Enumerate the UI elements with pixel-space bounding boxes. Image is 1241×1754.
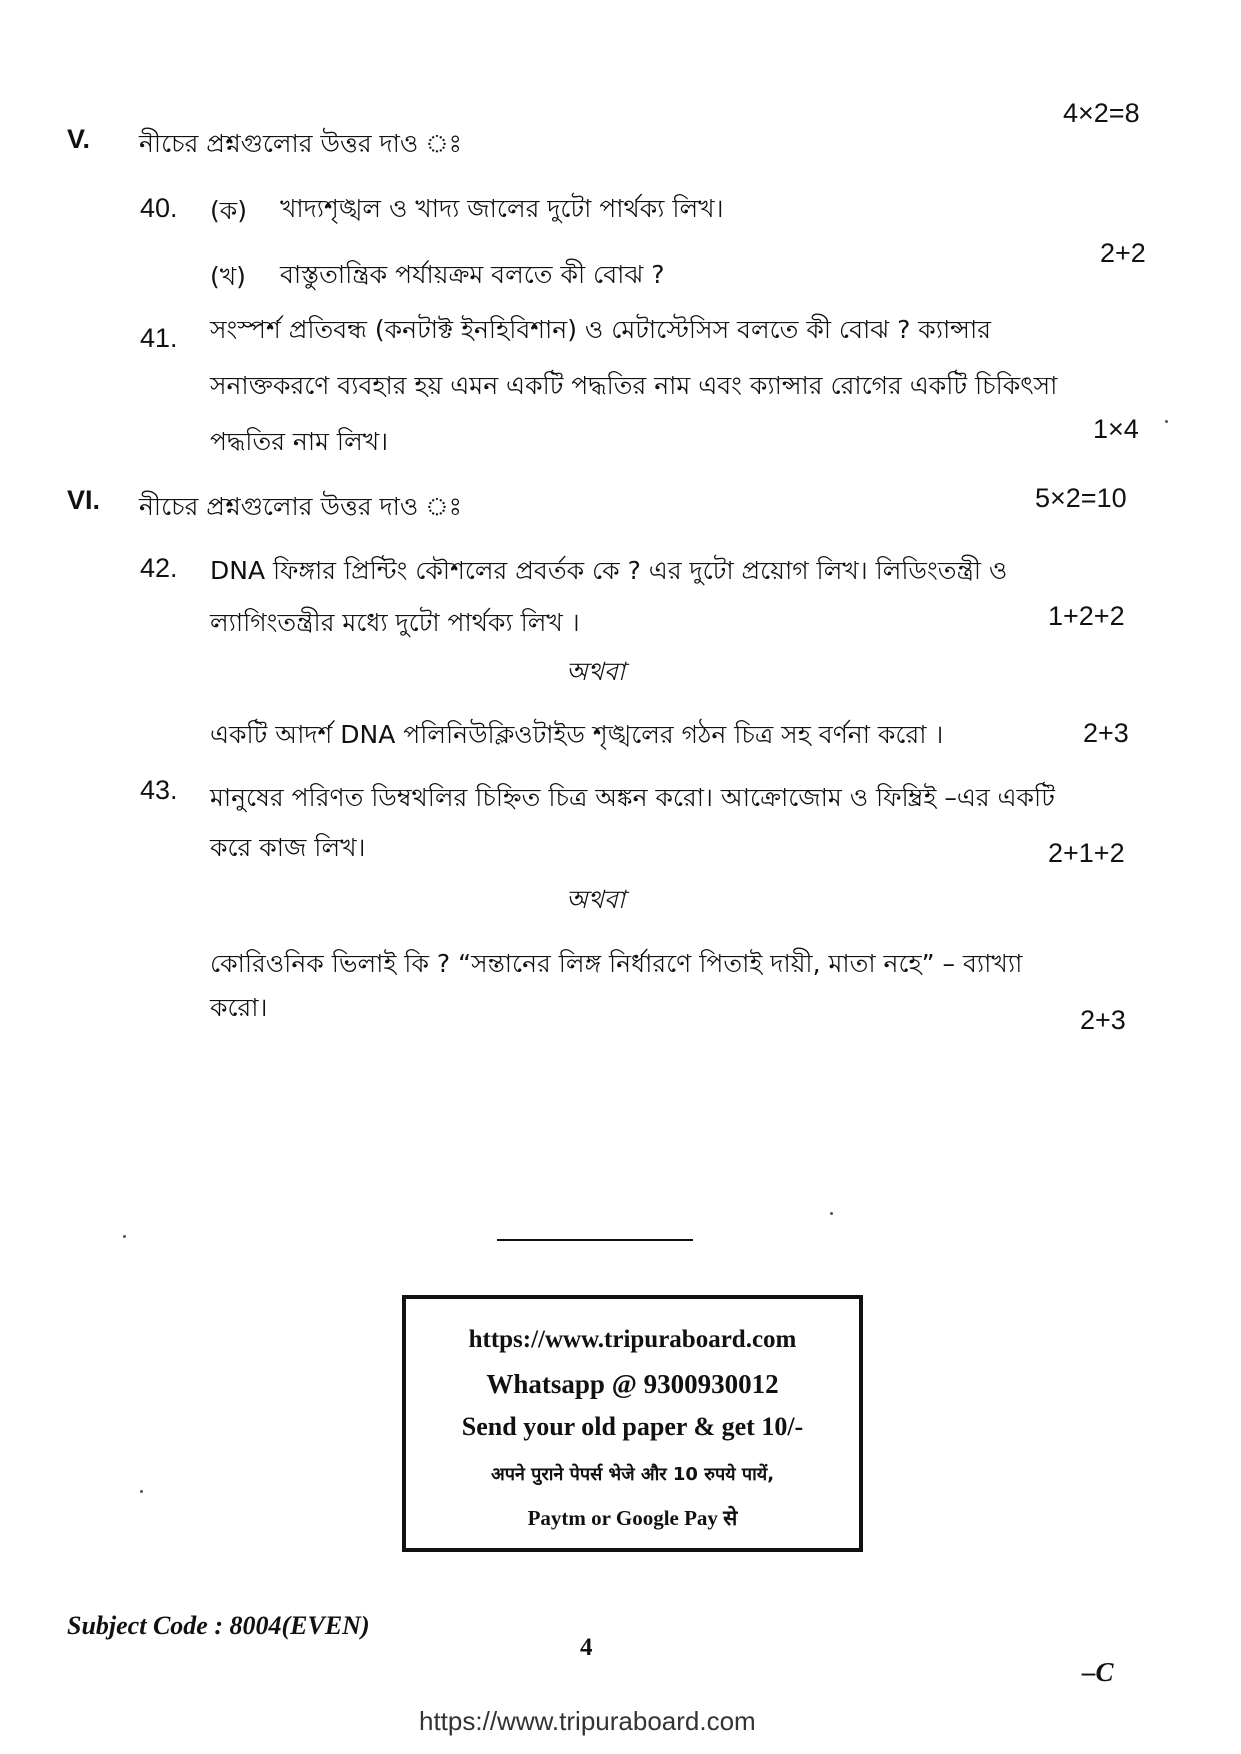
question-42-line-1: DNA ফিঙ্গার প্রিন্টিং কৌশলের প্রবর্তক কে ? এর দুটো প্রয়োগ লিখ। লিডিংতন্ত্রী ও bbox=[210, 556, 1008, 585]
promo-url[interactable]: https://www.tripuraboard.com bbox=[468, 1326, 797, 1353]
page-number: 4 bbox=[580, 1634, 593, 1661]
question-42-or-label: অথবা bbox=[566, 657, 626, 686]
section-label-v: V. bbox=[67, 124, 91, 154]
question-number-40: 40. bbox=[140, 193, 178, 223]
question-41-line-1: সংস্পর্শ প্রতিবন্ধ (কনটাক্ট ইনহিবিশান) ও মেটাস্টেসিস বলতে কী বোঝ ? ক্যান্সার bbox=[210, 315, 991, 344]
scan-speck bbox=[830, 1212, 833, 1215]
question-43-alt-line-1: কোরিওনিক ভিলাই কি ? “সন্তানের লিঙ্গ নির্ধারণে পিতাই দায়ী, মাতা নহে” – ব্যাখ্যা bbox=[210, 949, 1023, 978]
question-42-alt-line-1: একটি আদর্শ DNA পলিনিউক্লিওটাইড শৃঙ্খলের গঠন চিত্র সহ বর্ণনা করো । bbox=[210, 720, 944, 749]
scan-speck bbox=[140, 1490, 143, 1493]
question-43-or-label: অথবা bbox=[566, 885, 626, 914]
question-41-line-2: সনাক্তকরণে ব্যবহার হয় এমন একটি পদ্ধতির নাম এবং ক্যান্সার রোগের একটি চিকিৎসা bbox=[210, 371, 1058, 400]
footer-url[interactable]: https://www.tripuraboard.com bbox=[419, 1706, 756, 1736]
subject-code: Subject Code : 8004(EVEN) bbox=[67, 1611, 370, 1640]
question-number-42: 42. bbox=[140, 553, 178, 583]
scan-speck bbox=[1165, 420, 1168, 423]
scan-speck bbox=[123, 1235, 126, 1238]
section-instruction-vi: নীচের প্রশ্নগুলোর উত্তর দাও ঃ bbox=[139, 492, 462, 521]
question-number-41: 41. bbox=[140, 323, 178, 353]
section-instruction-v: নীচের প্রশ্নগুলোর উত্তর দাও ঃ bbox=[139, 129, 462, 158]
question-40-part-b-label: (খ) bbox=[210, 262, 246, 291]
promo-offer: Send your old paper & get 10/- bbox=[461, 1412, 804, 1441]
question-42-marks: 1+2+2 bbox=[1048, 601, 1125, 631]
question-number-43: 43. bbox=[140, 775, 178, 805]
section-marks-v: 4×2=8 bbox=[1063, 98, 1140, 128]
promo-hindi: अपने पुराने पेपर्स भेजे और 10 रुपये पायें, bbox=[490, 1464, 775, 1485]
promo-whatsapp: Whatsapp @ 9300930012 bbox=[486, 1369, 779, 1399]
question-42-line-2: ল্যাগিংতন্ত্রীর মধ্যে দুটো পার্থক্য লিখ । bbox=[210, 608, 580, 637]
section-label-vi: VI. bbox=[67, 485, 101, 515]
question-43-line-1: মানুষের পরিণত ডিম্বথলির চিহ্নিত চিত্র অঙ্কন করো। আক্রোজোম ও ফিম্ব্রিই –এর একটি bbox=[210, 783, 1055, 812]
question-40-part-a-text: খাদ্যশৃঙ্খল ও খাদ্য জালের দুটো পার্থক্য লিখ। bbox=[280, 194, 724, 223]
set-code: –C bbox=[1082, 1657, 1114, 1687]
question-43-marks: 2+1+2 bbox=[1048, 838, 1125, 868]
section-marks-vi: 5×2=10 bbox=[1035, 483, 1127, 513]
question-41-marks: 1×4 bbox=[1093, 414, 1139, 444]
question-40-marks: 2+2 bbox=[1100, 238, 1146, 268]
separator-rule bbox=[497, 1239, 693, 1241]
question-43-alt-line-2: করো। bbox=[210, 993, 268, 1022]
question-40-part-b-text: বাস্তুতান্ত্রিক পর্যায়ক্রম বলতে কী বোঝ ? bbox=[280, 260, 665, 289]
promo-payment: Paytm or Google Pay से bbox=[527, 1506, 738, 1530]
question-43-alt-marks: 2+3 bbox=[1080, 1005, 1126, 1035]
promo-box bbox=[402, 1295, 863, 1552]
question-41-line-3: পদ্ধতির নাম লিখ। bbox=[210, 427, 389, 456]
question-42-alt-marks: 2+3 bbox=[1083, 718, 1129, 748]
question-40-part-a-label: (ক) bbox=[210, 196, 247, 225]
question-43-line-2: করে কাজ লিখ। bbox=[210, 833, 366, 862]
